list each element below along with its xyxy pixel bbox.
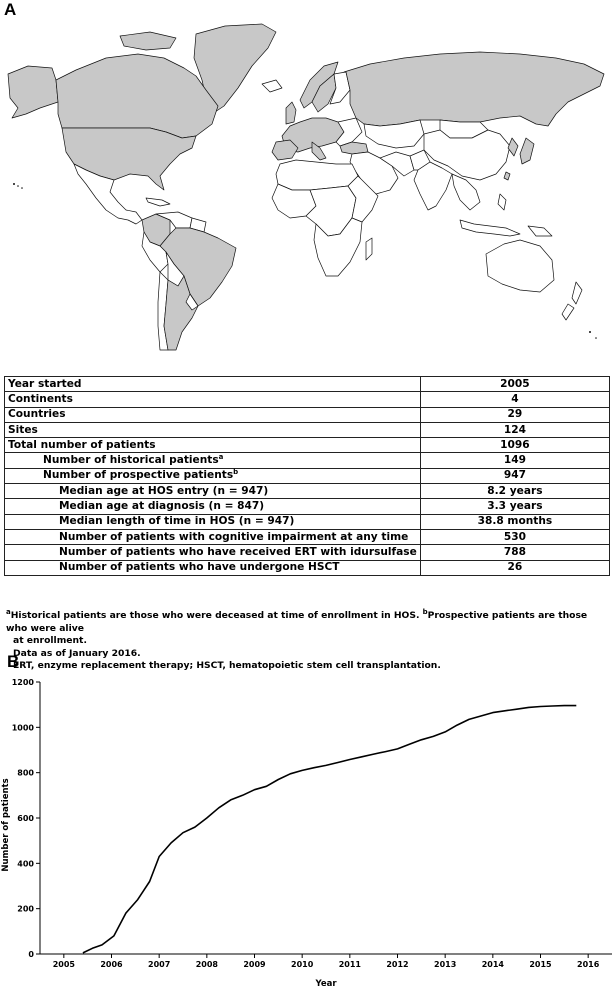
y-tick-label: 800 xyxy=(17,768,34,778)
row-label: Year started xyxy=(5,377,421,392)
row-label: Median age at HOS entry (n = 947) xyxy=(5,484,421,499)
row-value: 2005 xyxy=(420,377,609,392)
table-row xyxy=(5,392,610,407)
map-region-indonesia xyxy=(460,220,520,236)
row-label: Sites xyxy=(5,422,421,437)
table-row xyxy=(5,499,610,514)
table-footnotes xyxy=(6,610,610,673)
table-row xyxy=(5,560,610,575)
row-label: Median length of time in HOS (n = 947) xyxy=(5,514,421,529)
row-value: 1096 xyxy=(420,438,609,453)
map-region-caribbean xyxy=(146,198,170,206)
footnote-data-date: Data as of January 2016. xyxy=(13,647,141,659)
table-row xyxy=(5,468,610,483)
map-region-russia xyxy=(344,52,604,126)
row-value: 788 xyxy=(420,545,609,560)
row-label: Median age at diagnosis (n = 847) xyxy=(5,499,421,514)
map-region-korea-japan xyxy=(508,138,534,164)
row-label: Continents xyxy=(5,392,421,407)
row-value: 29 xyxy=(420,407,609,422)
table-row xyxy=(5,453,610,468)
table-row xyxy=(5,529,610,544)
table-row xyxy=(5,514,610,529)
patients-line-chart xyxy=(0,668,614,990)
panel-a-label: A xyxy=(4,0,17,19)
row-value: 149 xyxy=(420,453,609,468)
x-tick-label: 2014 xyxy=(481,960,504,969)
map-region-madagascar xyxy=(366,238,372,260)
row-label: Countries xyxy=(5,407,421,422)
footnote-ab: $^a$Historical patients are those who were deceased at time of enrollment in HOS. $^b$Prospective patients are those who were alive xyxy=(6,608,588,634)
x-tick-label: 2013 xyxy=(434,960,457,969)
x-tick-label: 2016 xyxy=(577,960,600,969)
row-value: 124 xyxy=(420,422,609,437)
row-label: Total number of patients xyxy=(5,438,421,453)
x-tick-label: 2005 xyxy=(52,960,75,969)
y-tick-label: 400 xyxy=(17,859,34,869)
series-line xyxy=(83,706,576,953)
x-tick-label: 2011 xyxy=(338,960,361,969)
x-tick-label: 2008 xyxy=(195,960,218,969)
map-region-usa xyxy=(62,128,196,190)
x-tick-label: 2007 xyxy=(148,960,171,969)
table-row xyxy=(5,377,610,392)
row-value: 947 xyxy=(420,468,609,483)
footnote-abbreviations: ERT, enzyme replacement therapy; HSCT, hematopoietic stem cell transplantation. xyxy=(13,660,441,671)
row-label: Number of patients who have received ERT with idursulfase xyxy=(5,545,421,560)
y-tick-label: 0 xyxy=(28,950,34,959)
table-row xyxy=(5,422,610,437)
y-tick-label: 1000 xyxy=(11,723,34,733)
map-region-philippines xyxy=(498,194,506,210)
table-row xyxy=(5,484,610,499)
hos-statistics-table xyxy=(4,376,610,576)
map-region-taiwan xyxy=(504,172,510,180)
x-tick-label: 2009 xyxy=(243,960,266,969)
y-axis-label: Number of patients xyxy=(1,778,11,872)
x-tick-label: 2010 xyxy=(291,960,314,969)
row-value: 26 xyxy=(420,560,609,575)
world-map xyxy=(0,14,614,364)
x-tick-label: 2012 xyxy=(386,960,409,969)
x-tick-label: 2006 xyxy=(100,960,123,969)
row-value: 4 xyxy=(420,392,609,407)
table-row xyxy=(5,438,610,453)
y-tick-label: 200 xyxy=(17,904,34,914)
row-label: Number of historical patients$^a$ xyxy=(5,453,421,468)
map-region-iceland xyxy=(262,80,282,92)
map-region-papua xyxy=(528,226,552,236)
y-tick-label: 1200 xyxy=(11,678,34,687)
table-row xyxy=(5,407,610,422)
map-region-india xyxy=(414,162,452,210)
map-region-canada xyxy=(56,54,218,138)
x-axis-label: Year xyxy=(315,979,337,989)
x-tick-label: 2015 xyxy=(529,960,552,969)
footnote-marker: b xyxy=(233,468,239,477)
row-label: Number of prospective patients$^b$ xyxy=(5,468,421,483)
row-label: Number of patients with cognitive impairment at any time xyxy=(5,529,421,544)
row-value: 530 xyxy=(420,529,609,544)
row-value: 38.8 months xyxy=(420,514,609,529)
row-label: Number of patients who have undergone HSCT xyxy=(5,560,421,575)
row-value: 8.2 years xyxy=(420,484,609,499)
y-tick-label: 600 xyxy=(17,814,34,823)
map-region-australia xyxy=(486,240,554,292)
row-value: 3.3 years xyxy=(420,499,609,514)
panel-b-label: B xyxy=(7,652,20,671)
map-region-arctic-islands xyxy=(120,32,176,50)
map-region-new-zealand xyxy=(562,282,582,320)
footnote-marker: a xyxy=(218,453,224,462)
footnote-b-continuation: at enrollment. xyxy=(13,635,87,646)
map-region-north-africa xyxy=(276,160,358,190)
map-region-alaska xyxy=(8,66,58,118)
map-region-uk xyxy=(286,102,296,124)
table-row xyxy=(5,545,610,560)
